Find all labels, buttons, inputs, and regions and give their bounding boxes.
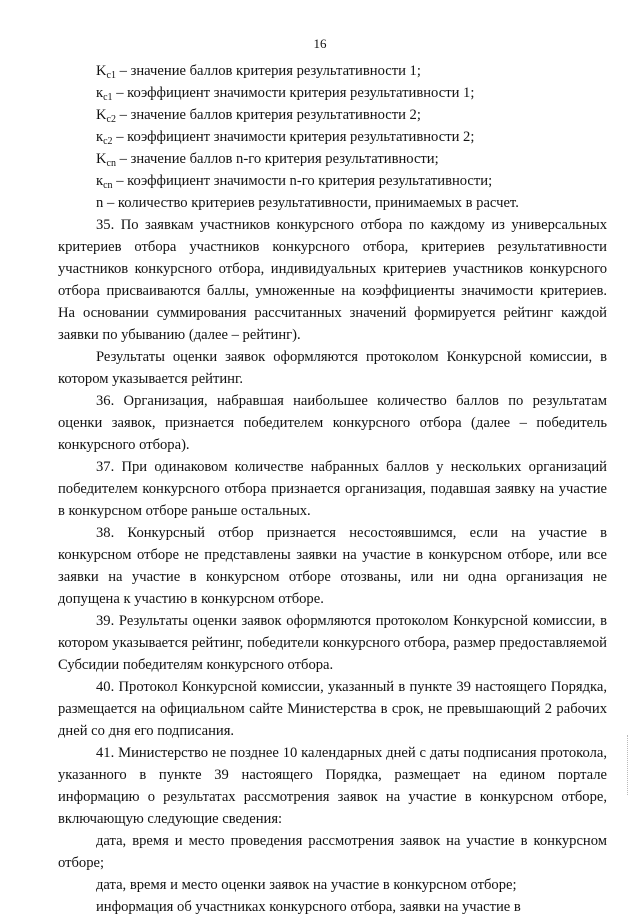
legend-line: $к_{cn}$ – коэффициент значимости n-го критерия результативности;: [96, 173, 493, 191]
legend-line: $к_{c1}$ – коэффициент значимости критерия результативности 1;: [96, 85, 475, 103]
page-number: 16: [313, 36, 327, 51]
paragraph-39: 39. Результаты оценки заявок оформляются протоколом Конкурсной комиссии, в котором указывается рейтинг, победители конкурсного отбора, размер предоставляемой Субсидии победителям конкурсного отбора.: [58, 613, 607, 673]
paragraph-results: Результаты оценки заявок оформляются протоколом Конкурсной комиссии, в котором указывается рейтинг.: [58, 349, 607, 387]
list-item-evaluation-date: дата, время и место оценки заявок на участие в конкурсном отборе;: [96, 877, 517, 893]
legend-line: $K_{cn}$ – значение баллов n-го критерия результативности;: [96, 151, 439, 169]
legend-line: $K_{c1}$ – значение баллов критерия результативности 1;: [96, 63, 421, 81]
legend-line: n – количество критериев результативности, принимаемых в расчет.: [96, 195, 519, 211]
paragraph-38: 38. Конкурсный отбор признается несостоявшимся, если на участие в конкурсном отборе не представлены заявки на участие в конкурсном отборе, или все заявки на участие в конкурсном отборе отозваны, или ни одна организация не допущена к участию в конкурсном отборе.: [58, 525, 607, 607]
list-item-review-date: дата, время и место проведения рассмотрения заявок на участие в конкурсном отборе;: [58, 833, 607, 871]
paragraph-36: 36. Организация, набравшая наибольшее количество баллов по результатам оценки заявок, признается победителем конкурсного отбора (далее – победитель конкурсного отбора).: [58, 393, 607, 453]
paragraph-35: 35. По заявкам участников конкурсного отбора по каждому из универсальных критериев отбора участников конкурсного отбора, критериев результативности участников конкурсного отбора, индивидуальных критериев участников конкурсного отбора присваиваются баллы, умноженные на коэффициенты значимости критериев. На основании суммирования рассчитанных значений формируется рейтинг каждой заявки по убыванию (далее – рейтинг).: [58, 217, 607, 343]
scan-edge-mark: [627, 735, 630, 795]
legend-line: $K_{c2}$ – значение баллов критерия результативности 2;: [96, 107, 421, 125]
paragraph-40: 40. Протокол Конкурсной комиссии, указанный в пункте 39 настоящего Порядка, размещается на официальном сайте Министерства в срок, не превышающий 2 рабочих дней со дня его подписания.: [58, 679, 607, 739]
list-item-participants: информация об участниках конкурсного отбора, заявки на участие в: [96, 899, 521, 915]
paragraph-37: 37. При одинаковом количестве набранных баллов у нескольких организаций победителем конкурсного отбора признается организация, подавшая заявку на участие в конкурсном отборе раньше остальных.: [58, 459, 607, 519]
document-body: [58, 60, 607, 918]
legend-line: $к_{c2}$ – коэффициент значимости критерия результативности 2;: [96, 129, 475, 147]
paragraph-41: 41. Министерство не позднее 10 календарных дней с даты подписания протокола, указанного в пункте 39 настоящего Порядка, размещает на едином портале информацию о результатах рассмотрения заявок на участие в конкурсном отборе, включающую следующие сведения:: [58, 745, 607, 827]
